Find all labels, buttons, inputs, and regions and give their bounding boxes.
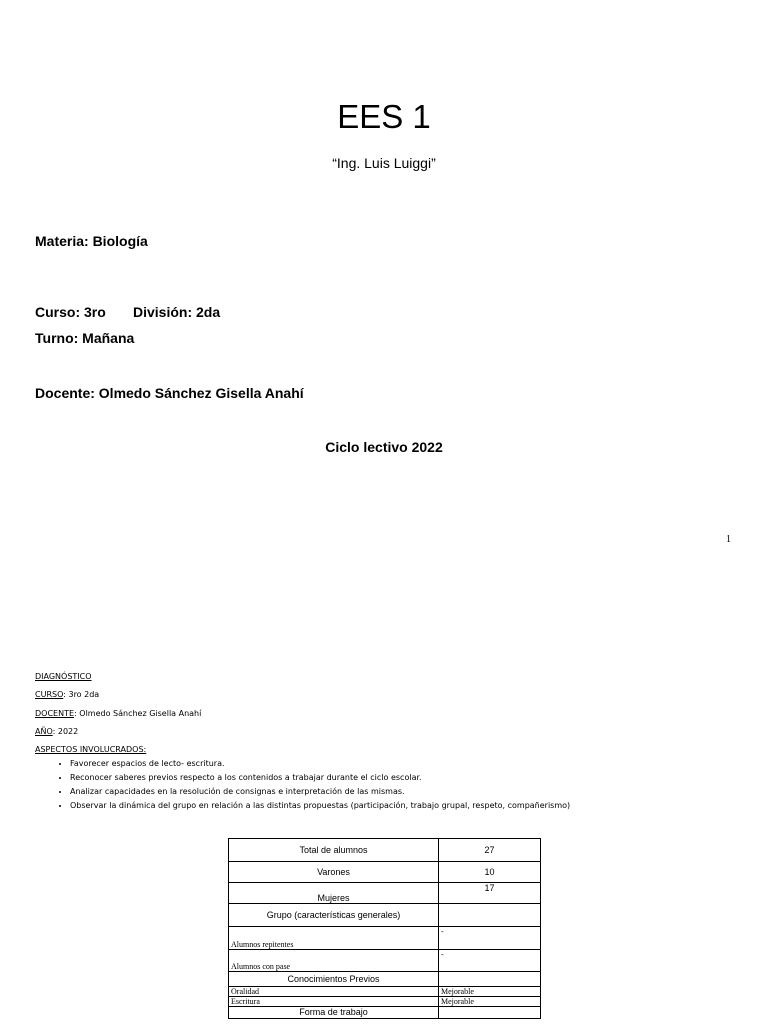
curso: Curso: 3ro xyxy=(35,304,106,320)
table-cell: Varones xyxy=(229,862,439,883)
table-row xyxy=(229,883,541,904)
table-cell: - xyxy=(439,927,541,950)
diag-anio: AÑO: 2022 xyxy=(35,727,79,736)
table-row xyxy=(229,904,541,927)
table-row xyxy=(229,927,541,950)
table-cell: Mujeres xyxy=(229,883,439,904)
list-item: • Observar la dinámica del grupo en relación a las distintas propuestas (participación, trabajo grupal, respeto, compañerismo) xyxy=(70,799,570,813)
table-cell: Alumnos repitentes xyxy=(229,927,439,950)
list-item: • Analizar capacidades en la resolución de consignas e interpretación de las mismas. xyxy=(70,785,570,799)
table-cell: 10 xyxy=(439,862,541,883)
diag-curso: CURSO: 3ro 2da xyxy=(35,690,100,699)
table-cell: Grupo (características generales) xyxy=(229,904,439,927)
aspectos-heading: ASPECTOS INVOLUCRADOS: xyxy=(35,745,147,754)
table-cell xyxy=(439,972,541,987)
table-cell: Alumnos con pase xyxy=(229,950,439,972)
diagnostico-heading: DIAGNÓSTICO xyxy=(35,672,92,681)
table-cell: 17 xyxy=(439,883,541,904)
table-cell: Mejorable xyxy=(439,997,541,1007)
page-number: 1 xyxy=(726,534,731,545)
table-row xyxy=(229,972,541,987)
table-cell: Mejorable xyxy=(439,987,541,997)
table-cell: Conocimientos Previos xyxy=(229,972,439,987)
table-cell: Total de alumnos xyxy=(229,839,439,862)
table-cell: - xyxy=(439,950,541,972)
table-cell xyxy=(439,1007,541,1019)
table-cell: Oralidad xyxy=(229,987,439,997)
turno: Turno: Mañana xyxy=(35,330,135,346)
table-row xyxy=(229,987,541,997)
list-item: • Reconocer saberes previos respecto a los contenidos a trabajar durante el ciclo escolar. xyxy=(70,771,570,785)
table-row xyxy=(229,950,541,972)
diag-docente: DOCENTE: Olmedo Sánchez Gisella Anahí xyxy=(35,709,202,718)
aspectos-list xyxy=(35,757,570,813)
division: División: 2da xyxy=(133,304,221,320)
docente: Docente: Olmedo Sánchez Gisella Anahí xyxy=(35,385,304,401)
school-title: EES 1 xyxy=(337,98,431,135)
table-cell: Forma de trabajo xyxy=(229,1007,439,1019)
materia: Materia: Biología xyxy=(35,233,148,249)
table-cell xyxy=(439,904,541,927)
diagnostic-table xyxy=(228,838,541,1019)
table-row xyxy=(229,1007,541,1019)
table-row xyxy=(229,862,541,883)
ciclo-lectivo: Ciclo lectivo 2022 xyxy=(325,439,443,455)
table-row xyxy=(229,839,541,862)
table-row xyxy=(229,997,541,1007)
table-cell: Escritura xyxy=(229,997,439,1007)
list-item: • Favorecer espacios de lecto- escritura. xyxy=(70,757,570,771)
school-name: “Ing. Luis Luiggi” xyxy=(332,155,436,171)
table-cell: 27 xyxy=(439,839,541,862)
